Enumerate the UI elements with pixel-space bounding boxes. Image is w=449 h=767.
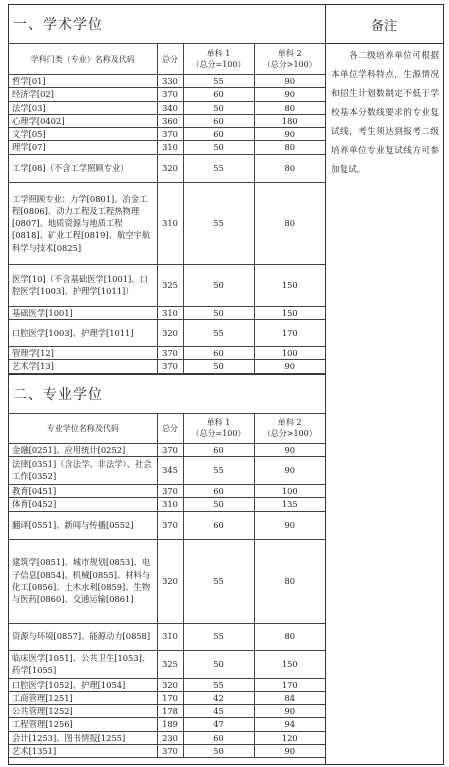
section-heading-professional: 二、专业学位	[9, 374, 325, 413]
total-score-cell: 370	[157, 443, 183, 456]
table-row	[9, 691, 325, 704]
academic-degree-table	[9, 43, 325, 374]
single-subject-2-cell: 90	[254, 705, 325, 718]
table-row	[9, 443, 325, 456]
single-subject-2-cell: 90	[254, 128, 325, 141]
discipline-name-cell: 管理学[12]	[9, 347, 157, 360]
single-subject-1-cell: 55	[183, 75, 254, 88]
table-row	[9, 731, 325, 744]
total-score-cell: 360	[157, 114, 183, 127]
single-subject-1-cell: 60	[183, 484, 254, 497]
discipline-name-cell: 艺术学[13]	[9, 360, 157, 373]
total-score-cell: 170	[157, 691, 183, 704]
score-tables	[9, 5, 326, 764]
discipline-name-cell: 翻译[0551]、新闻与传播[0552]	[9, 511, 157, 539]
column-header: 单科 1 （总分=100）	[183, 44, 254, 75]
single-subject-1-cell: 60	[183, 443, 254, 456]
table-row	[9, 347, 325, 360]
discipline-name-cell: 法律[0351]（含法学、非法学）、社会工作[0352]	[9, 456, 157, 484]
table-header-row	[9, 44, 325, 75]
table-row	[9, 678, 325, 691]
single-subject-1-cell: 50	[183, 360, 254, 373]
single-subject-2-cell: 150	[254, 264, 325, 306]
single-subject-2-cell: 94	[254, 718, 325, 731]
column-header: 单科 2 （总分>100）	[254, 413, 325, 443]
column-header: 专业学位名称及代码	[9, 413, 157, 443]
single-subject-2-cell: 90	[254, 75, 325, 88]
table-row	[9, 114, 325, 127]
discipline-name-cell: 工程管理[1256]	[9, 718, 157, 731]
single-subject-1-cell: 42	[183, 691, 254, 704]
table-header-row	[9, 413, 325, 443]
single-subject-2-cell: 150	[254, 650, 325, 678]
remarks-text: 各二级培养单位可根据本单位学科特点，生源情况和招生计划数制定不低于学校基本分数线要求的专业复试线，考生须达到报考二级培养单位专业复试线方可参加复试。	[331, 51, 439, 175]
single-subject-1-cell: 55	[183, 539, 254, 623]
discipline-name-cell: 法学[03]	[9, 101, 157, 114]
single-subject-1-cell: 50	[183, 650, 254, 678]
single-subject-1-cell: 60	[183, 88, 254, 101]
single-subject-1-cell: 55	[183, 154, 254, 182]
single-subject-2-cell: 90	[254, 443, 325, 456]
single-subject-2-cell: 100	[254, 347, 325, 360]
total-score-cell: 370	[157, 88, 183, 101]
table-row	[9, 141, 325, 154]
discipline-name-cell: 口腔医学[1052]、护理[1054]	[9, 678, 157, 691]
single-subject-1-cell: 55	[183, 182, 254, 264]
discipline-name-cell: 工商管理[1251]	[9, 691, 157, 704]
discipline-name-cell: 会计[1253]、图书情报[1255]	[9, 731, 157, 744]
total-score-cell: 330	[157, 75, 183, 88]
table-row	[9, 623, 325, 650]
discipline-name-cell: 教育[0451]	[9, 484, 157, 497]
total-score-cell: 320	[157, 539, 183, 623]
single-subject-1-cell: 55	[183, 623, 254, 650]
single-subject-2-cell: 84	[254, 691, 325, 704]
total-score-cell: 370	[157, 745, 183, 758]
total-score-cell: 310	[157, 623, 183, 650]
single-subject-1-cell: 50	[183, 141, 254, 154]
discipline-name-cell: 建筑学[0851]、城市规划[0853]、电子信息[0854]、机械[0855]、材料与化工[0856]、土木水利[0859]、生物与医药[0860]、交通运输[0861]	[9, 539, 157, 623]
table-row	[9, 745, 325, 758]
table-row	[9, 484, 325, 497]
discipline-name-cell: 医学[10]（不含基础医学[1001]、口腔医学[1003]、护理学[1011]）	[9, 264, 157, 306]
column-header: 总分	[157, 413, 183, 443]
table-row	[9, 498, 325, 511]
single-subject-2-cell: 90	[254, 745, 325, 758]
single-subject-1-cell: 60	[183, 347, 254, 360]
discipline-name-cell: 文学[05]	[9, 128, 157, 141]
total-score-cell: 320	[157, 154, 183, 182]
single-subject-1-cell: 45	[183, 705, 254, 718]
column-header: 单科 1 （总分=100）	[183, 413, 254, 443]
table-row	[9, 88, 325, 101]
total-score-cell: 325	[157, 264, 183, 306]
total-score-cell: 310	[157, 498, 183, 511]
column-header: 单科 2 （总分>100）	[254, 44, 325, 75]
total-score-cell: 189	[157, 718, 183, 731]
table-row	[9, 650, 325, 678]
total-score-cell: 370	[157, 347, 183, 360]
single-subject-1-cell: 50	[183, 306, 254, 319]
single-subject-2-cell: 120	[254, 731, 325, 744]
discipline-name-cell: 工学照顾专业：力学[0801]、冶金工程[0806]、动力工程及工程热物理[0807]、地质资源与地质工程 [0818]、矿业工程[0819]、航空宇航科学与技术[0825]	[9, 182, 157, 264]
table-row	[9, 128, 325, 141]
single-subject-1-cell: 60	[183, 731, 254, 744]
table-row	[9, 539, 325, 623]
discipline-name-cell: 艺术[1351]	[9, 745, 157, 758]
table-row	[9, 182, 325, 264]
discipline-name-cell: 公共管理[1252]	[9, 705, 157, 718]
single-subject-2-cell: 150	[254, 306, 325, 319]
single-subject-1-cell: 55	[183, 320, 254, 347]
total-score-cell: 310	[157, 141, 183, 154]
total-score-cell: 345	[157, 456, 183, 484]
table-row	[9, 306, 325, 319]
single-subject-1-cell: 60	[183, 128, 254, 141]
single-subject-2-cell: 90	[254, 511, 325, 539]
single-subject-2-cell: 100	[254, 484, 325, 497]
total-score-cell: 370	[157, 128, 183, 141]
single-subject-2-cell: 80	[254, 154, 325, 182]
total-score-cell: 340	[157, 101, 183, 114]
single-subject-2-cell: 80	[254, 141, 325, 154]
table-row	[9, 320, 325, 347]
discipline-name-cell: 体育[0452]	[9, 498, 157, 511]
total-score-cell: 370	[157, 360, 183, 373]
single-subject-1-cell: 60	[183, 511, 254, 539]
remarks-heading: 备注	[325, 5, 443, 44]
single-subject-2-cell: 170	[254, 678, 325, 691]
total-score-cell: 310	[157, 306, 183, 319]
total-score-cell: 370	[157, 511, 183, 539]
remarks-column	[325, 5, 443, 764]
discipline-name-cell: 哲学[01]	[9, 75, 157, 88]
table-row	[9, 264, 325, 306]
total-score-cell: 320	[157, 320, 183, 347]
total-score-cell: 320	[157, 678, 183, 691]
single-subject-1-cell: 47	[183, 718, 254, 731]
discipline-name-cell: 工学[08]（不含工学照顾专业）	[9, 154, 157, 182]
single-subject-2-cell: 170	[254, 320, 325, 347]
discipline-name-cell: 口腔医学[1003]、护理学[1011]	[9, 320, 157, 347]
discipline-name-cell: 理学[07]	[9, 141, 157, 154]
single-subject-2-cell: 80	[254, 623, 325, 650]
single-subject-2-cell: 80	[254, 101, 325, 114]
single-subject-2-cell: 80	[254, 182, 325, 264]
single-subject-1-cell: 55	[183, 456, 254, 484]
single-subject-1-cell: 50	[183, 101, 254, 114]
single-subject-1-cell: 60	[183, 114, 254, 127]
table-row	[9, 154, 325, 182]
score-table-frame	[8, 4, 444, 765]
single-subject-1-cell: 50	[183, 745, 254, 758]
discipline-name-cell: 经济学[02]	[9, 88, 157, 101]
table-row	[9, 511, 325, 539]
discipline-name-cell: 金融[0251]、应用统计[0252]	[9, 443, 157, 456]
discipline-name-cell: 临床医学[1051]、公共卫生[1053]、药学[1055]	[9, 650, 157, 678]
table-row	[9, 75, 325, 88]
single-subject-2-cell: 180	[254, 114, 325, 127]
table-row	[9, 360, 325, 373]
discipline-name-cell: 基础医学[1001]	[9, 306, 157, 319]
single-subject-2-cell: 80	[254, 539, 325, 623]
total-score-cell: 370	[157, 484, 183, 497]
table-row	[9, 705, 325, 718]
total-score-cell: 310	[157, 182, 183, 264]
discipline-name-cell: 心理学[0402]	[9, 114, 157, 127]
single-subject-2-cell: 90	[254, 88, 325, 101]
total-score-cell: 325	[157, 650, 183, 678]
column-header: 总分	[157, 44, 183, 75]
table-row	[9, 456, 325, 484]
single-subject-2-cell: 90	[254, 456, 325, 484]
total-score-cell: 230	[157, 731, 183, 744]
single-subject-2-cell: 135	[254, 498, 325, 511]
total-score-cell: 178	[157, 705, 183, 718]
section-heading-academic: 一、学术学位	[13, 17, 103, 33]
single-subject-1-cell: 55	[183, 678, 254, 691]
single-subject-2-cell: 90	[254, 360, 325, 373]
table-row	[9, 101, 325, 114]
single-subject-1-cell: 50	[183, 264, 254, 306]
column-header: 学科门类（专业）名称及代码	[9, 44, 157, 75]
discipline-name-cell: 资源与环境[0857]、能源动力[0858]	[9, 623, 157, 650]
single-subject-1-cell: 50	[183, 498, 254, 511]
professional-degree-table	[9, 413, 325, 759]
table-row	[9, 718, 325, 731]
